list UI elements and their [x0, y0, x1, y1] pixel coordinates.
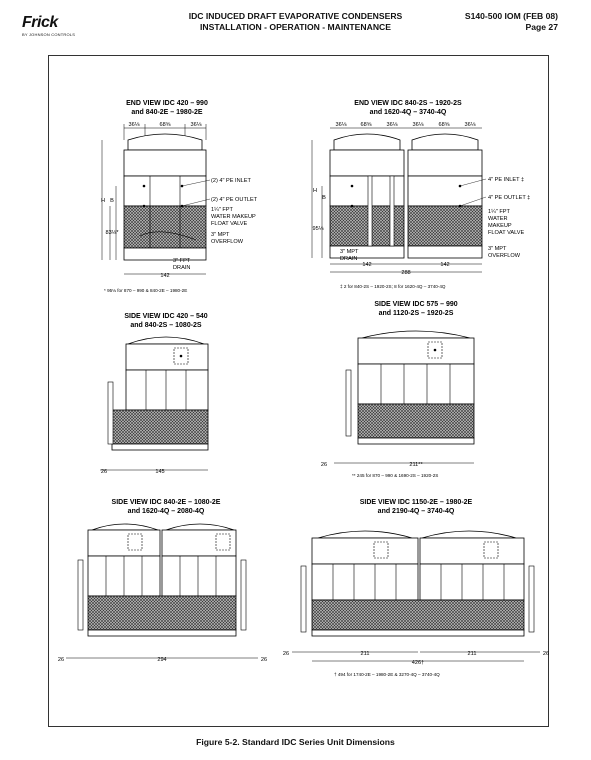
end-view-2-label-fpt: 1¼" FPT [488, 209, 510, 215]
end-view-2-b: B [322, 195, 326, 201]
figure-caption: Figure 5-2. Standard IDC Series Unit Dimensions [196, 737, 395, 747]
side-view-3 [58, 499, 267, 663]
side-view-1-title-2: and 840-2S – 1080-2S [130, 322, 202, 329]
end-view-1-width: 142 [160, 273, 170, 279]
side-view-4-dim-a: 211 [360, 651, 370, 657]
side-view-2-dim-left: 26 [320, 462, 328, 468]
end-view-1-label-drain: DRAIN [173, 265, 191, 271]
end-view-1 [101, 100, 258, 293]
end-view-2-width-left: 142 [362, 262, 372, 268]
side-view-3-title-1: SIDE VIEW IDC 840-2E – 1080-2E [111, 499, 221, 506]
side-view-3-dim-right: 26 [260, 657, 268, 663]
end-view-1-dim-c: 36⅛ [190, 122, 202, 128]
side-view-2-dim-main: 211** [409, 462, 423, 468]
end-view-1-dim-b: 68⅝ [159, 122, 171, 128]
end-view-1-title-2: and 840-2E – 1980-2E [131, 109, 203, 116]
end-view-1-label-mpt: 3" MPT [211, 232, 230, 238]
end-view-2-label-float: FLOAT VALVE [488, 230, 525, 236]
side-view-3-dim-main: 294 [157, 657, 167, 663]
brand-logo: Frick [22, 14, 58, 31]
side-view-1-title-1: SIDE VIEW IDC 420 – 540 [124, 313, 208, 320]
page-number: Page 27 [525, 21, 558, 32]
end-view-1-h: H [100, 198, 106, 204]
side-view-1 [100, 313, 208, 475]
end-view-2-h: H [312, 188, 318, 194]
side-view-2-title-2: and 1120-2S – 1920-2S [378, 310, 454, 317]
end-view-1-b: B [110, 198, 114, 204]
end-view-1-label-drain-fpt: 3" FPT [173, 258, 191, 264]
side-view-4-title-1: SIDE VIEW IDC 1150-2E – 1980-2E [359, 499, 473, 506]
side-view-4-dim-right: 26 [542, 651, 550, 657]
side-view-2 [321, 301, 474, 478]
side-view-4-title-2: and 2190-4Q – 3740-4Q [377, 508, 455, 515]
end-view-2-dim-3: 36⅛ [386, 122, 398, 128]
side-view-1-dim-main: 145 [155, 469, 165, 475]
side-view-2-title-1: SIDE VIEW IDC 575 – 990 [374, 301, 458, 308]
end-view-2-label-inlet: 4" PE INLET ‡ [488, 177, 525, 183]
end-view-1-label-makeup: WATER MAKEUP [211, 214, 256, 220]
end-view-1-label-outlet: (2) 4" PE OUTLET [211, 197, 258, 203]
side-view-4-footnote: † 494 for 1740-2E – 1980-2E & 3270-4Q – 3740-4Q [334, 672, 440, 677]
side-view-3-dim-left: 26 [57, 657, 65, 663]
end-view-2-title-2: and 1620-4Q – 3740-4Q [369, 109, 447, 116]
end-view-1-height: 83⅛* [105, 230, 119, 236]
title-line-2: INSTALLATION - OPERATION - MAINTENANCE [200, 21, 391, 32]
end-view-2-label-drain-mpt: 3" MPT [340, 249, 359, 255]
side-view-4-dim-left: 26 [282, 651, 290, 657]
side-view-4-dim-b: 211 [467, 651, 477, 657]
title-line-1: IDC INDUCED DRAFT EVAPORATIVE CONDENSERS [188, 11, 403, 21]
end-view-2-title-1: END VIEW IDC 840-2S – 1920-2S [354, 100, 462, 107]
end-view-2-dim-5: 68⅝ [438, 122, 450, 128]
end-view-2-width-total: 288 [401, 270, 411, 276]
end-view-2-dim-1: 36⅛ [335, 122, 347, 128]
end-view-2-width-right: 142 [440, 262, 450, 268]
side-view-3-title-2: and 1620-4Q – 2080-4Q [127, 508, 205, 515]
end-view-2-label-makeup: MAKEUP [488, 223, 512, 229]
end-view-1-label-float: FLOAT VALVE [211, 221, 248, 227]
end-view-2-dim-2: 68⅝ [360, 122, 372, 128]
end-view-2 [312, 100, 530, 289]
end-view-2-footnote: ‡ 2 for 840-2S – 1920-2S; 8 for 1620-4Q – 3740-4Q [340, 284, 446, 289]
side-view-1-dim-left: 26 [100, 469, 108, 475]
brand-subtitle: BY JOHNSON CONTROLS [22, 32, 76, 37]
end-view-1-label-overflow: OVERFLOW [211, 239, 244, 245]
end-view-1-dim-a: 36⅛ [128, 122, 140, 128]
side-view-4-dim-total: 426† [411, 660, 425, 666]
end-view-2-label-water: WATER [488, 216, 508, 222]
end-view-2-dim-6: 36⅛ [464, 122, 476, 128]
doc-number: S140-500 IOM (FEB 08) [464, 11, 558, 21]
end-view-2-label-outlet: 4" PE OUTLET ‡ [488, 195, 531, 201]
end-view-1-footnote: * 95⅛ for 870 – 990 & 840-2E – 1980-2E [104, 288, 188, 293]
end-view-1-title-1: END VIEW IDC 420 – 990 [126, 100, 208, 107]
end-view-2-label-overflow-mpt: 3" MPT [488, 246, 507, 252]
side-view-2-footnote: ** 245 for 870 – 990 & 1690-2S – 1920-2S [352, 473, 439, 478]
end-view-2-label-drain: DRAIN [340, 256, 358, 262]
side-view-4 [283, 499, 549, 677]
end-view-2-label-overflow: OVERFLOW [488, 253, 521, 259]
end-view-1-label-inlet: (2) 4" PE INLET [211, 178, 251, 184]
end-view-1-label-fpt: 1¼" FPT [211, 207, 233, 213]
end-view-2-height: 95⅛ [312, 226, 324, 232]
end-view-2-dim-4: 36⅛ [412, 122, 424, 128]
